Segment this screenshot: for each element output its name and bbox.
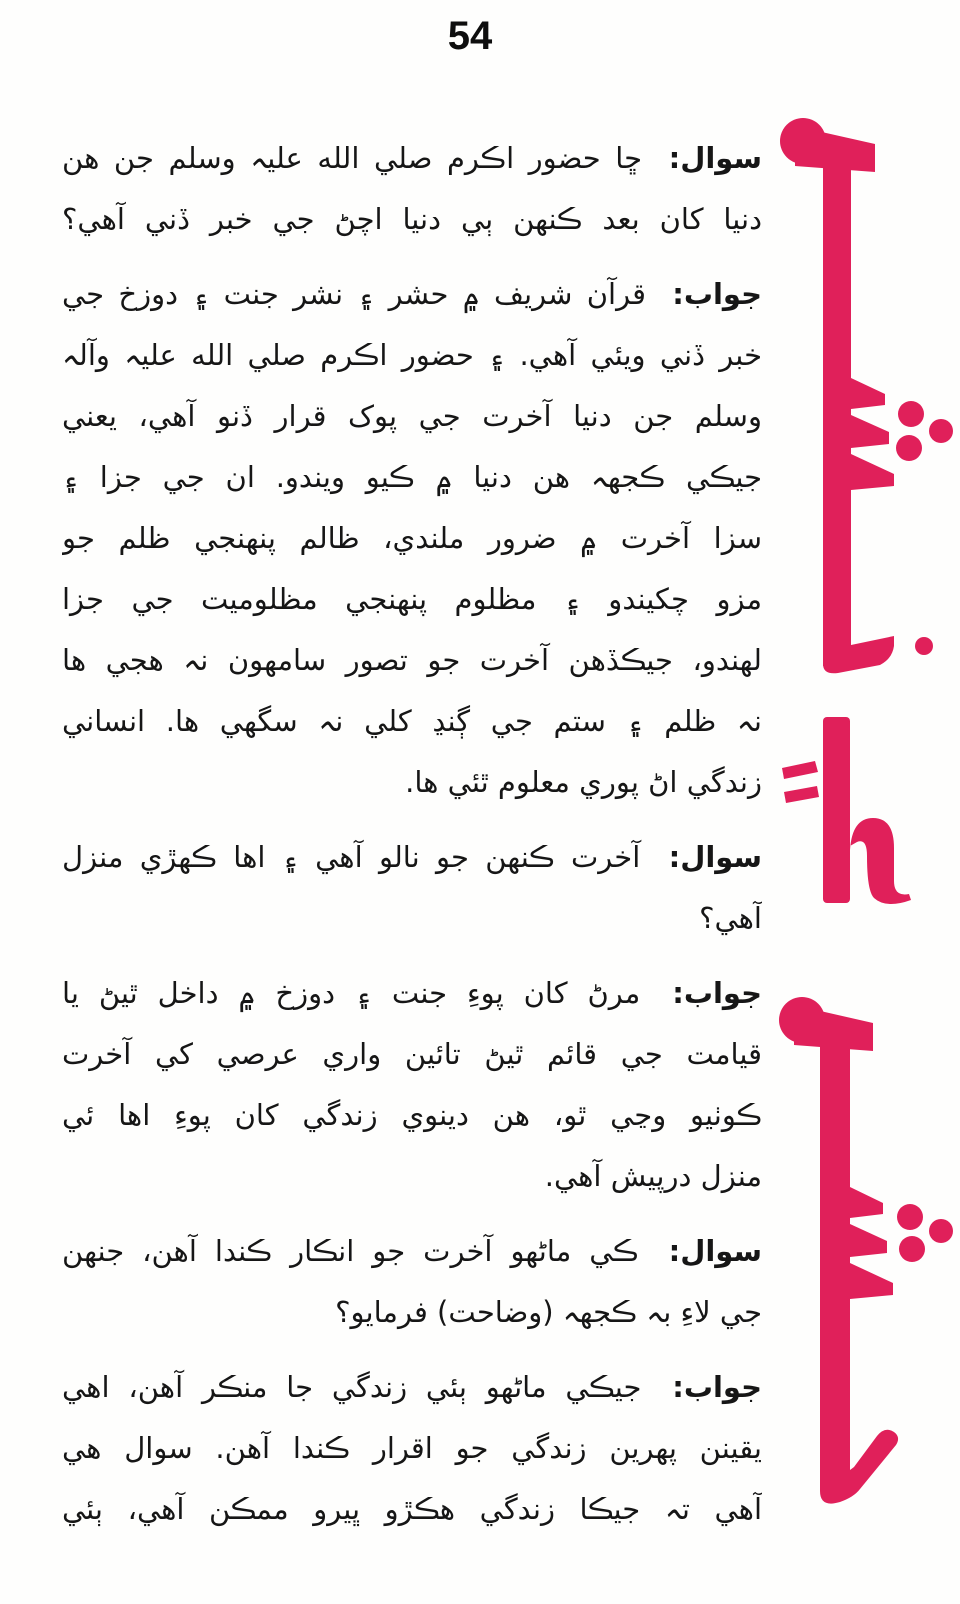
text-line: منزل درپيش آهي. <box>544 1159 762 1193</box>
glyph-tooth <box>851 415 889 448</box>
text-line: لهندو، جيڪڏهن آخرت جو تصور سامهون نہ هجي ها <box>62 643 762 677</box>
text-line: جيڪي ڪجهہ هن دنيا ۾ ڪيو ويندو. ان جي جزا ۽ <box>62 460 762 494</box>
glyph-tooth <box>851 378 885 409</box>
question-line <box>62 827 762 888</box>
question-line <box>62 128 762 189</box>
glyph-stroke <box>823 636 894 673</box>
glyph-stroke <box>823 148 851 666</box>
question-label: سوال: <box>668 141 762 175</box>
answer-line <box>62 963 762 1024</box>
text-line: نہ ظلم ۽ ستم جي ڳنڍ کلي نہ سگهي ها. انساني <box>62 704 762 738</box>
answer-line <box>62 1357 762 1418</box>
glyph-dot <box>929 1219 953 1243</box>
glyph-stroke <box>820 1027 850 1487</box>
page-number: 54 <box>447 14 493 58</box>
text-line: جي لاءِ بہ ڪجهہ (وضاحت) فرمايو؟ <box>335 1295 762 1329</box>
glyph-stroke <box>850 818 911 904</box>
answer-text: قرآن شريف ۾ حشر ۽ نشر جنت ۽ دوزخ جي <box>62 277 646 311</box>
question-text: آخرت ڪنهن جو نالو آهي ۽ اها ڪهڙي منزل <box>62 840 641 874</box>
text-line: مزو چکيندو ۽ مظلوم پنهنجي مظلوميت جي جزا <box>62 582 762 616</box>
glyph-dot <box>915 637 933 655</box>
pink-margin-glyph-bottom <box>760 993 960 1523</box>
text-line: خبر ڏني ويئي آهي. ۽ حضور اڪرم صلي الله عليہ وآلہ <box>62 338 762 372</box>
answer-line <box>62 264 762 325</box>
answer-label: جواب: <box>672 976 762 1010</box>
glyph-dash <box>782 761 818 779</box>
text-line: ڪوٺيو وڃي ٿو، هن دينوي زندگي کان پوءِ اها ئي <box>62 1098 762 1132</box>
glyph-dash <box>784 786 819 803</box>
glyph-dot <box>896 435 922 461</box>
answer-text: جيڪي ماڻهو ٻئي زندگي جا منڪر آهن، اهي <box>62 1370 642 1404</box>
text-line: قيامت جي قائم ٿيڻ تائين واري عرصي کي آخرت <box>62 1037 762 1071</box>
answer-label: جواب: <box>672 1370 762 1404</box>
answer-label: جواب: <box>672 277 762 311</box>
glyph-tooth <box>851 454 894 490</box>
glyph-dot <box>899 1236 925 1262</box>
question-label: سوال: <box>668 1234 762 1268</box>
question-line <box>62 1221 762 1282</box>
pink-margin-glyph-top <box>760 108 960 908</box>
text-line: سزا آخرت ۾ ضرور ملندي، ظالم پنهنجي ظلم جو <box>62 521 762 555</box>
text-line: وسلم جن دنيا آخرت جي پوک قرار ڏنو آهي، يعني <box>62 399 762 433</box>
question-label: سوال: <box>668 840 762 874</box>
text-line: دنيا کان بعد ڪنهن ٻي دنيا اچڻ جي خبر ڏني آهي؟ <box>62 202 762 236</box>
glyph-dot <box>897 1204 923 1230</box>
text-line: آهي تہ جيڪا زندگي هڪڙو ڀيرو ممڪن آهي، ٻئي <box>62 1492 762 1526</box>
text-line: يقينن پهرين زندگي جو اقرار ڪندا آهن. سوال هي <box>62 1431 762 1465</box>
text-line: زندگي اڻ پوري معلوم ٿئي ها. <box>405 765 762 799</box>
question-text: ڇا حضور اڪرم صلي الله عليہ وسلم جن هن <box>62 141 643 175</box>
glyph-tooth <box>850 1187 883 1218</box>
text-line: آهي؟ <box>699 901 762 935</box>
glyph-stroke <box>823 717 850 903</box>
glyph-dot <box>929 419 953 443</box>
glyph-dot <box>898 401 924 427</box>
glyph-tooth <box>850 1263 893 1299</box>
body-text-column <box>62 128 762 1540</box>
answer-text: مرڻ کان پوءِ جنت ۽ دوزخ ۾ داخل ٿيڻ يا <box>62 976 641 1010</box>
glyph-tooth <box>850 1224 887 1257</box>
question-text: ڪي ماڻهو آخرت جو انڪار ڪندا آهن، جنهن <box>62 1234 639 1268</box>
